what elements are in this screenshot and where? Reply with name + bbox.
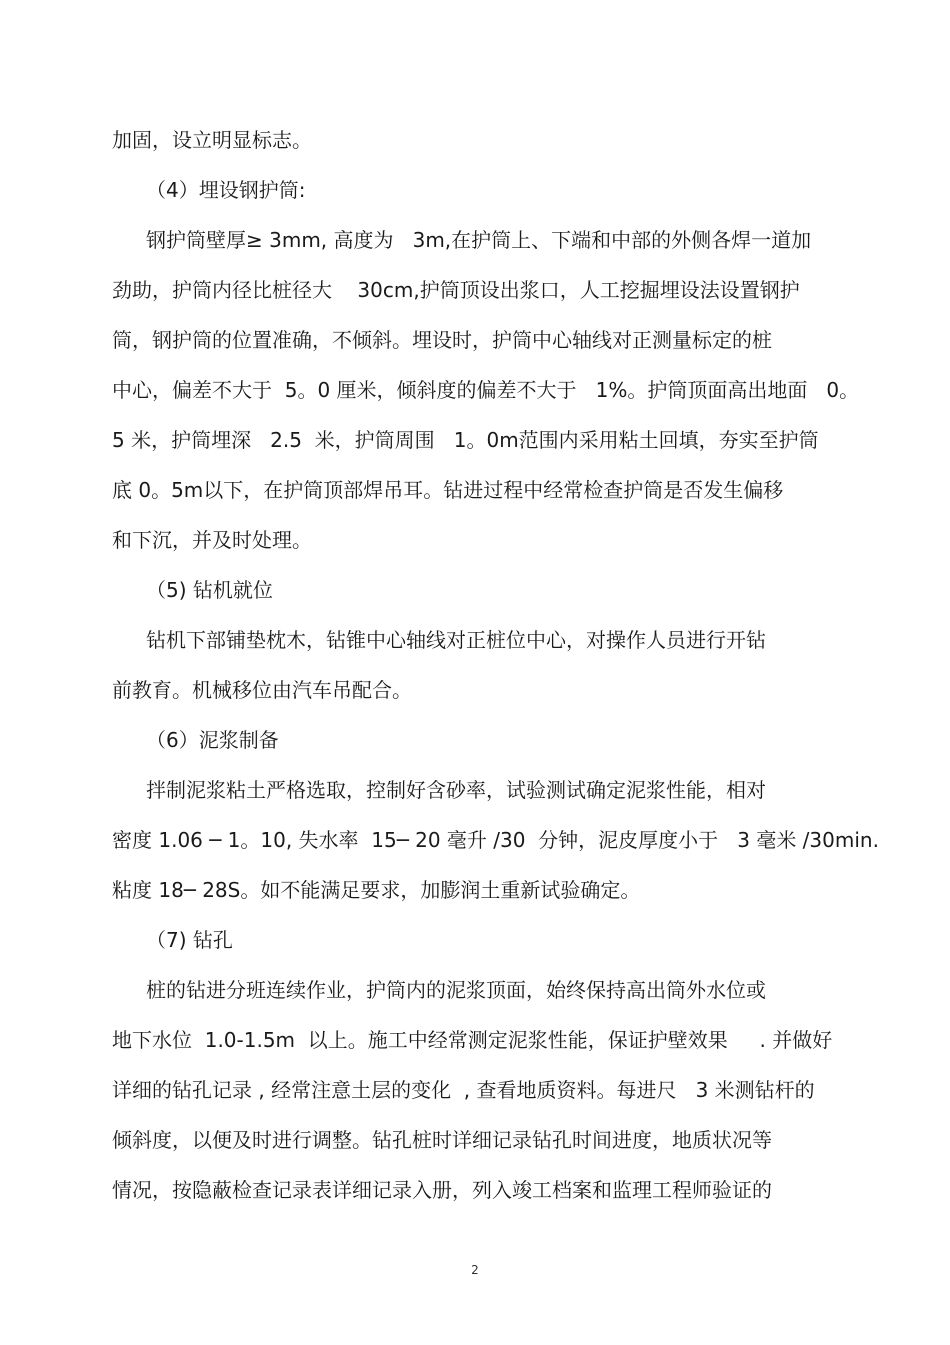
- page-number: 2: [471, 1263, 479, 1277]
- text-line: 桩的钻进分班连续作业，护筒内的泥浆顶面，始终保持高出筒外水位或: [146, 978, 766, 1002]
- text-line: 粘度 18─ 28S。如不能满足要求，加膨润土重新试验确定。: [112, 878, 641, 902]
- text-line: 5 米，护筒埋深 2.5 米，护筒周围 1。0m范围内采用粘土回填，夯实至护筒: [112, 428, 819, 452]
- text-line: 劲助，护筒内径比桩径大 30cm,护筒顶设出浆口，人工挖掘埋设法设置钢护: [112, 278, 800, 302]
- text-line: 拌制泥浆粘土严格选取，控制好含砂率，试验测试确定泥浆性能，相对: [146, 778, 766, 802]
- text-line: 底 0。5m以下，在护筒顶部焊吊耳。钻进过程中经常检查护筒是否发生偏移: [112, 478, 784, 502]
- section-heading: （4）埋设钢护筒:: [146, 178, 306, 202]
- text-line: 钢护筒壁厚≥ 3mm, 高度为 3m,在护筒上、下端和中部的外侧各焊一道加: [146, 228, 812, 252]
- section-heading: （6）泥浆制备: [146, 728, 279, 752]
- text-line: 密度 1.06 ─ 1。10, 失水率 15─ 20 毫升 /30 分钟，泥皮厚度小于 3 毫米 /30min.: [112, 828, 879, 852]
- text-line: 筒，钢护筒的位置准确，不倾斜。埋设时，护筒中心轴线对正测量标定的桩: [112, 328, 772, 352]
- section-heading: （5) 钻机就位: [146, 578, 273, 602]
- text-line: 中心，偏差不大于 5。0 厘米，倾斜度的偏差不大于 1%。护筒顶面高出地面 0。: [112, 378, 860, 402]
- text-line: 前教育。机械移位由汽车吊配合。: [112, 678, 412, 702]
- text-line: 加固，设立明显标志。: [112, 128, 312, 152]
- text-line: 地下水位 1.0-1.5m 以上。施工中经常测定泥浆性能，保证护壁效果 . 并做好: [112, 1028, 833, 1052]
- text-line: 倾斜度，以便及时进行调整。钻孔桩时详细记录钻孔时间进度，地质状况等: [112, 1128, 772, 1152]
- text-line: 和下沉，并及时处理。: [112, 528, 312, 552]
- text-line: 钻机下部铺垫枕木，钻锥中心轴线对正桩位中心，对操作人员进行开钻: [146, 628, 766, 652]
- text-line: 情况，按隐蔽检查记录表详细记录入册，列入竣工档案和监理工程师验证的: [112, 1178, 772, 1202]
- text-line: 详细的钻孔记录 , 经常注意土层的变化 , 查看地质资料。每进尺 3 米测钻杆的: [112, 1078, 815, 1102]
- section-heading: （7) 钻孔: [146, 928, 233, 952]
